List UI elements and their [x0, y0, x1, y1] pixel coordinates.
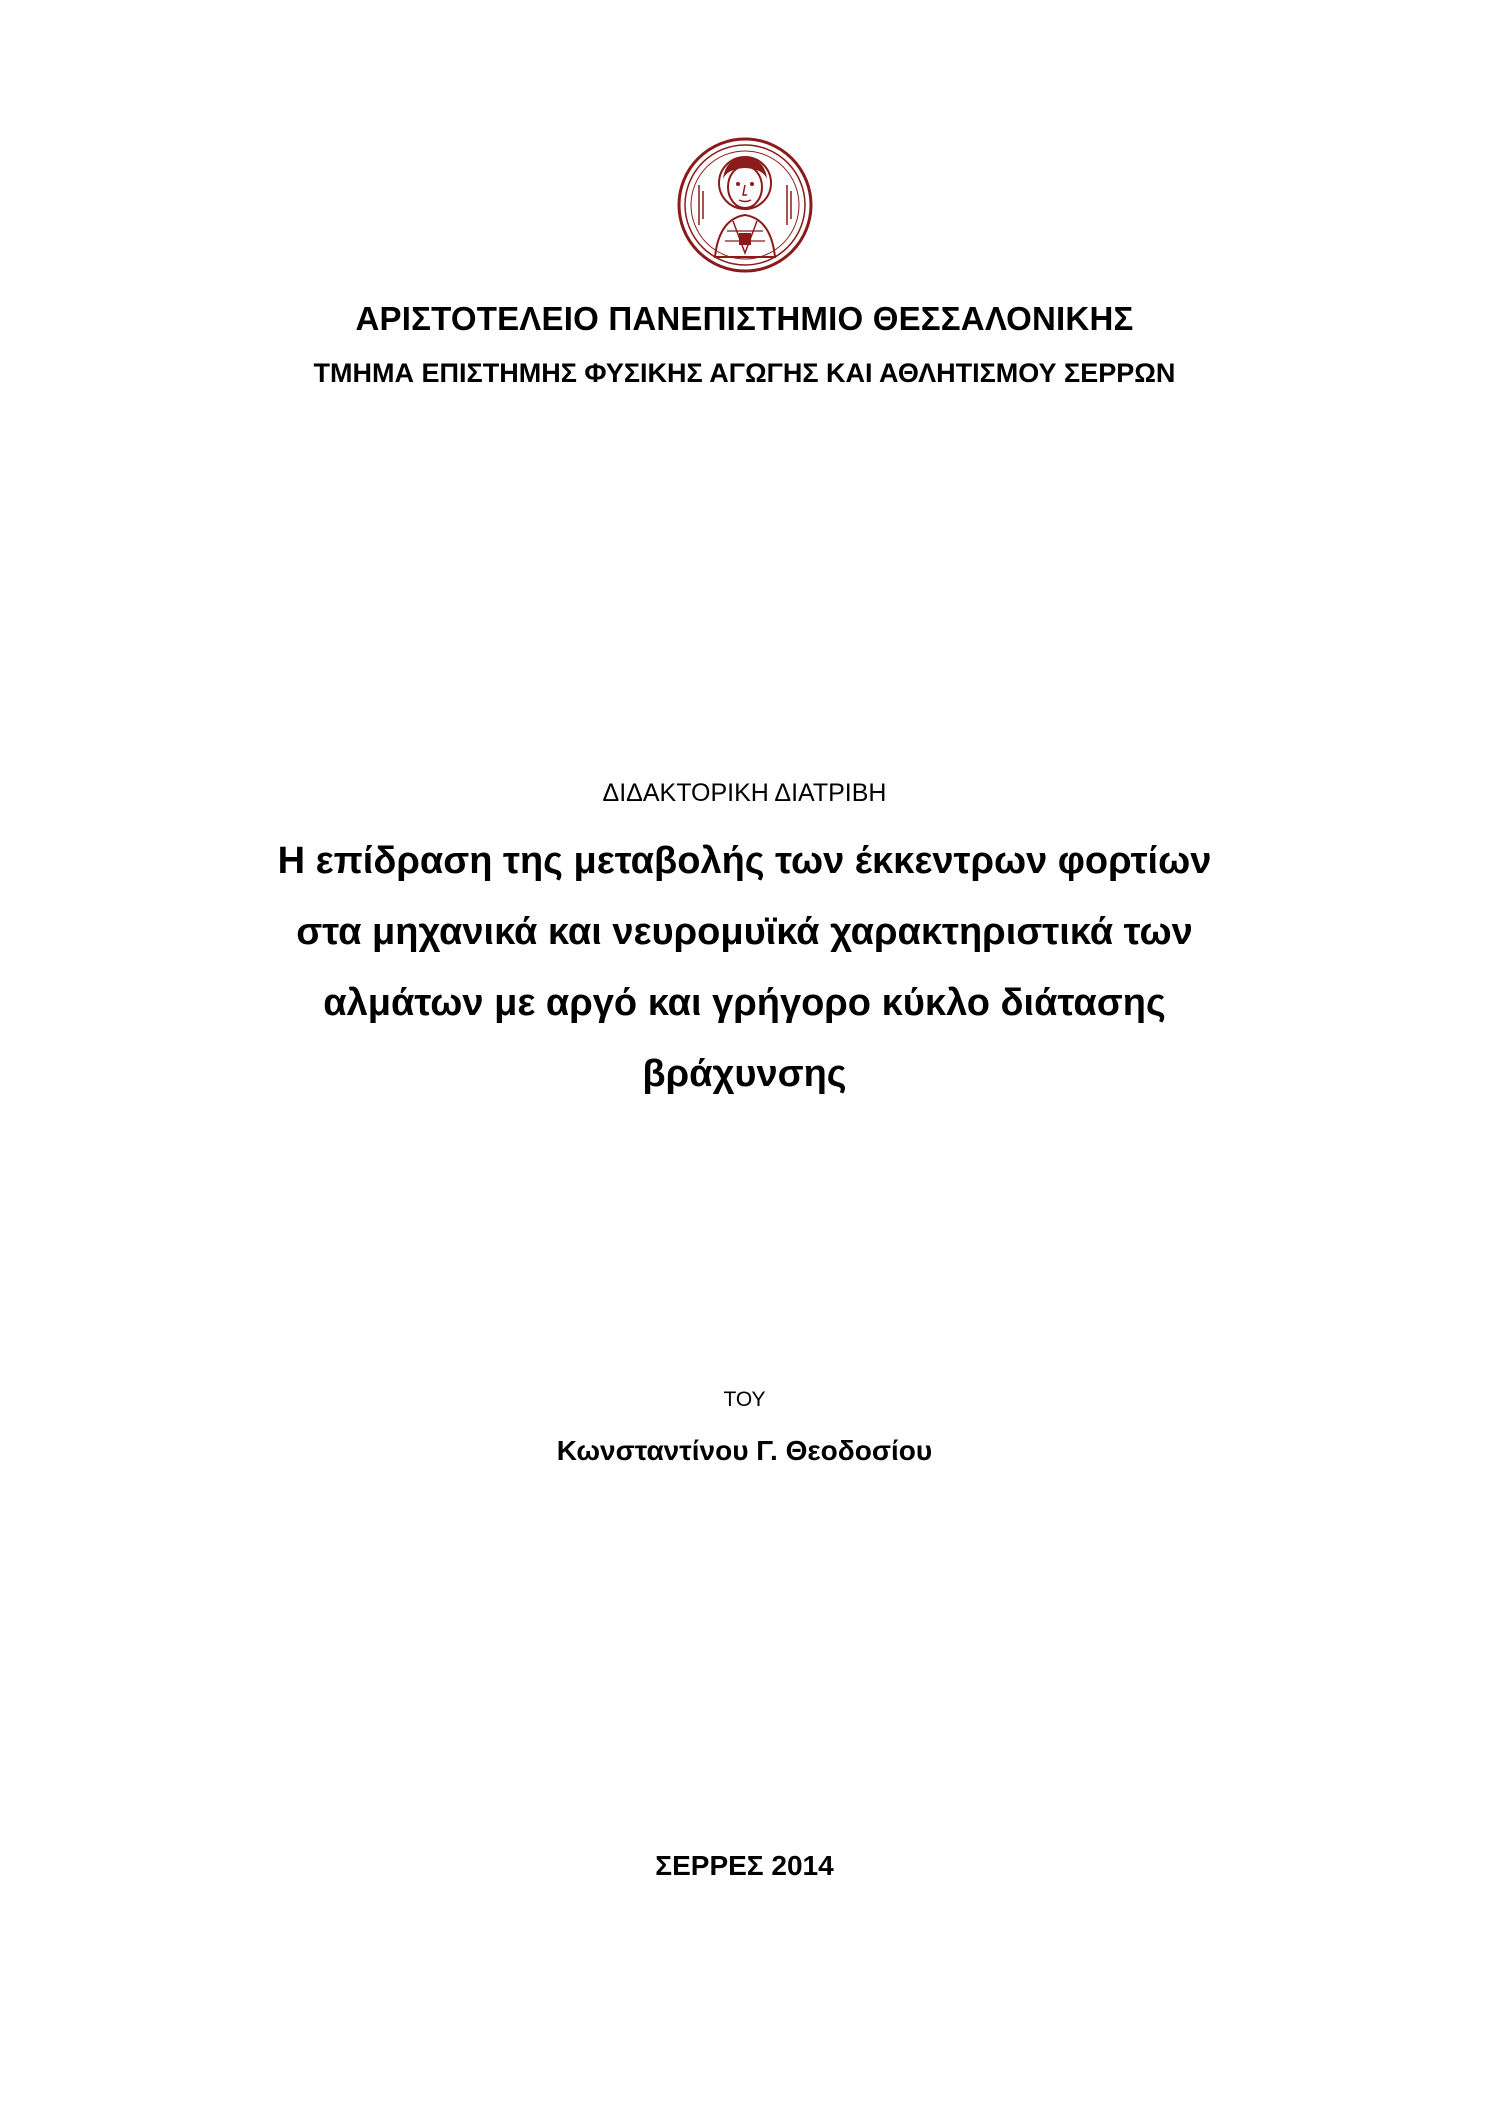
place-and-year: ΣΕΡΡΕΣ 2014	[655, 1850, 834, 1881]
author-label: ΤΟΥ	[723, 1388, 766, 1411]
thesis-title	[0, 826, 1489, 1110]
university-name: ΑΡΙΣΤΟΤΕΛΕΙΟ ΠΑΝΕΠΙΣΤΗΜΙΟ ΘΕΣΣΑΛΟΝΙΚΗΣ	[355, 300, 1134, 337]
thesis-title-line: αλμάτων με αργό και γρήγορο κύκλο διάτασης	[323, 982, 1166, 1024]
thesis-title-line: βράχυνσης	[642, 1053, 847, 1095]
thesis-title-line: Η επίδραση της μεταβολής των έκκεντρων φορτίων	[277, 840, 1212, 882]
author-name: Κωνσταντίνου Γ. Θεοδοσίου	[556, 1435, 933, 1466]
document-type: ΔΙΔΑΚΤΟΡΙΚΗ ΔΙΑΤΡΙΒΗ	[602, 779, 887, 807]
thesis-title-line: στα μηχανικά και νευρομυϊκά χαρακτηριστικά των	[296, 911, 1193, 953]
department-name: ΤΜΗΜΑ ΕΠΙΣΤΗΜΗΣ ΦΥΣΙΚΗΣ ΑΓΩΓΗΣ ΚΑΙ ΑΘΛΗΤΙΣΜΟΥ ΣΕΡΡΩΝ	[313, 358, 1176, 388]
university-seal-icon	[675, 135, 815, 275]
